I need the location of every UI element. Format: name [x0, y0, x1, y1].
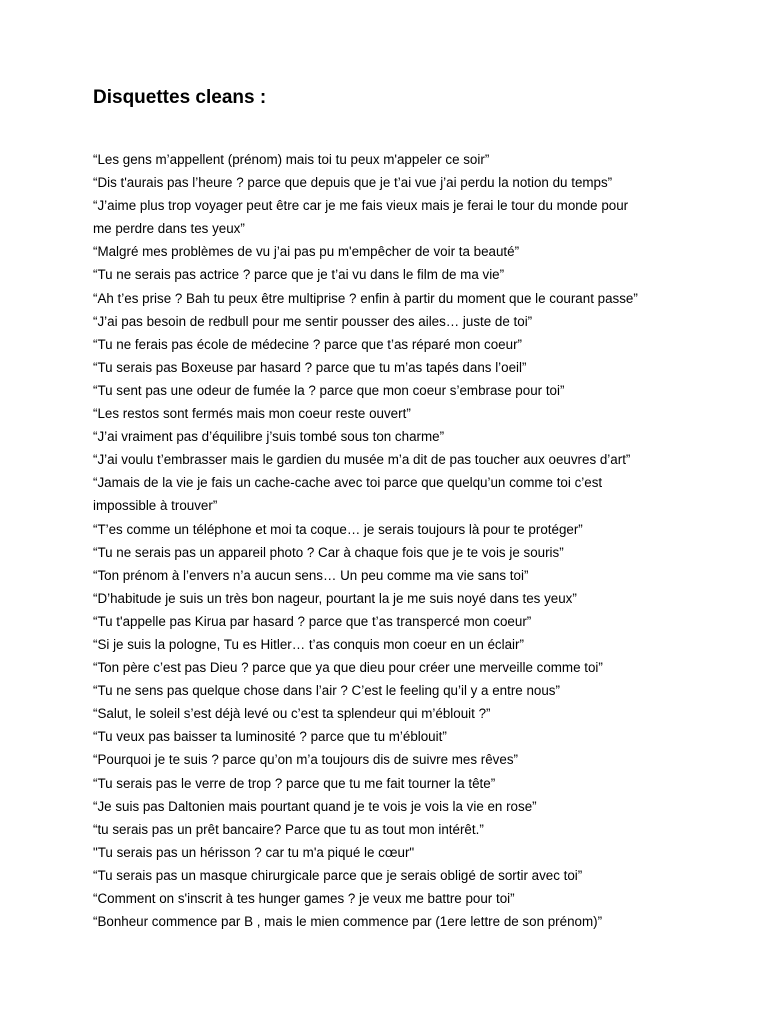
text-line: “Pourquoi je te suis ? parce qu’on m’a toujours dis de suivre mes rêves” [93, 752, 518, 768]
text-line: “D’habitude je suis un très bon nageur, pourtant la je me suis noyé dans tes yeux” [93, 590, 577, 606]
text-line: “Tu ne ferais pas école de médecine ? parce que t’as réparé mon coeur” [93, 336, 522, 352]
text-line: “Tu serais pas le verre de trop ? parce que tu me fait tourner la tête” [93, 775, 496, 791]
text-line: “Si je suis la pologne, Tu es Hitler… t’as conquis mon coeur en un éclair” [93, 636, 524, 652]
text-line: “Ah t’es prise ? Bah tu peux être multiprise ? enfin à partir du moment que le courant passe” [93, 290, 638, 306]
text-line: “Tu ne serais pas actrice ? parce que je t’ai vu dans le film de ma vie” [93, 267, 505, 283]
text-line: “J’ai pas besoin de redbull pour me sentir pousser des ailes… juste de toi” [93, 313, 533, 329]
pickup-lines-list [93, 148, 693, 933]
text-line: “Ton prénom à l’envers n’a aucun sens… Un peu comme ma vie sans toi” [93, 567, 529, 583]
text-line: “J’ai vraiment pas d’équilibre j’suis tombé sous ton charme” [93, 429, 445, 445]
text-line: “Tu veux pas baisser ta luminosité ? parce que tu m’éblouit” [93, 729, 447, 745]
text-line: “Tu t'appelle pas Kirua par hasard ? parce que t’as transpercé mon coeur” [93, 613, 532, 629]
text-line: “Les restos sont fermés mais mon coeur reste ouvert” [93, 406, 411, 422]
text-line: “Bonheur commence par B , mais le mien commence par (1ere lettre de son prénom)” [93, 914, 603, 930]
document-title: Disquettes cleans : [93, 87, 267, 108]
text-line: “J’ai voulu t’embrasser mais le gardien du musée m’a dit de pas toucher aux oeuvres d’art” [93, 452, 631, 468]
text-line: “Les gens m’appellent (prénom) mais toi tu peux m'appeler ce soir” [93, 152, 490, 167]
text-line: me perdre dans tes yeux” [93, 221, 245, 237]
text-line: “Je suis pas Daltonien mais pourtant quand je te vois je vois la vie en rose” [93, 798, 537, 814]
text-line: impossible à trouver” [93, 498, 218, 514]
text-line: “Tu serais pas Boxeuse par hasard ? parce que tu m’as tapés dans l’oeil” [93, 359, 527, 375]
text-line: “Tu sent pas une odeur de fumée la ? parce que mon coeur s’embrase pour toi” [93, 382, 565, 398]
text-line: “J’aime plus trop voyager peut être car je me fais vieux mais je ferai le tour du monde pour [93, 198, 629, 214]
text-line: “Tu serais pas un masque chirurgicale parce que je serais obligé de sortir avec toi” [93, 867, 583, 883]
text-line: “Tu ne serais pas un appareil photo ? Car à chaque fois que je te vois je souris” [93, 544, 564, 560]
text-line: “Tu ne sens pas quelque chose dans l’air ? C’est le feeling qu’il y a entre nous” [93, 683, 560, 699]
text-line: "Tu serais pas un hérisson ? car tu m'a piqué le cœur" [93, 844, 415, 860]
text-line: “Jamais de la vie je fais un cache-cache avec toi parce que quelqu’un comme toi c’est [93, 475, 603, 491]
text-line: “T’es comme un téléphone et moi ta coque… je serais toujours là pour te protéger” [93, 521, 583, 537]
text-line: “Ton père c’est pas Dieu ? parce que ya que dieu pour créer une merveille comme toi” [93, 660, 603, 676]
text-line: “tu serais pas un prêt bancaire? Parce que tu as tout mon intérêt.” [93, 821, 484, 837]
text-line: “Dis t'aurais pas l’heure ? parce que depuis que je t’ai vue j’ai perdu la notion du temps” [93, 175, 613, 191]
text-line: “Salut, le soleil s’est déjà levé ou c’est ta splendeur qui m’éblouit ?” [93, 706, 491, 722]
text-line: “Malgré mes problèmes de vu j’ai pas pu m'empêcher de voir ta beauté” [93, 244, 520, 260]
text-line: “Comment on s'inscrit à tes hunger games ? je veux me battre pour toi” [93, 891, 515, 906]
